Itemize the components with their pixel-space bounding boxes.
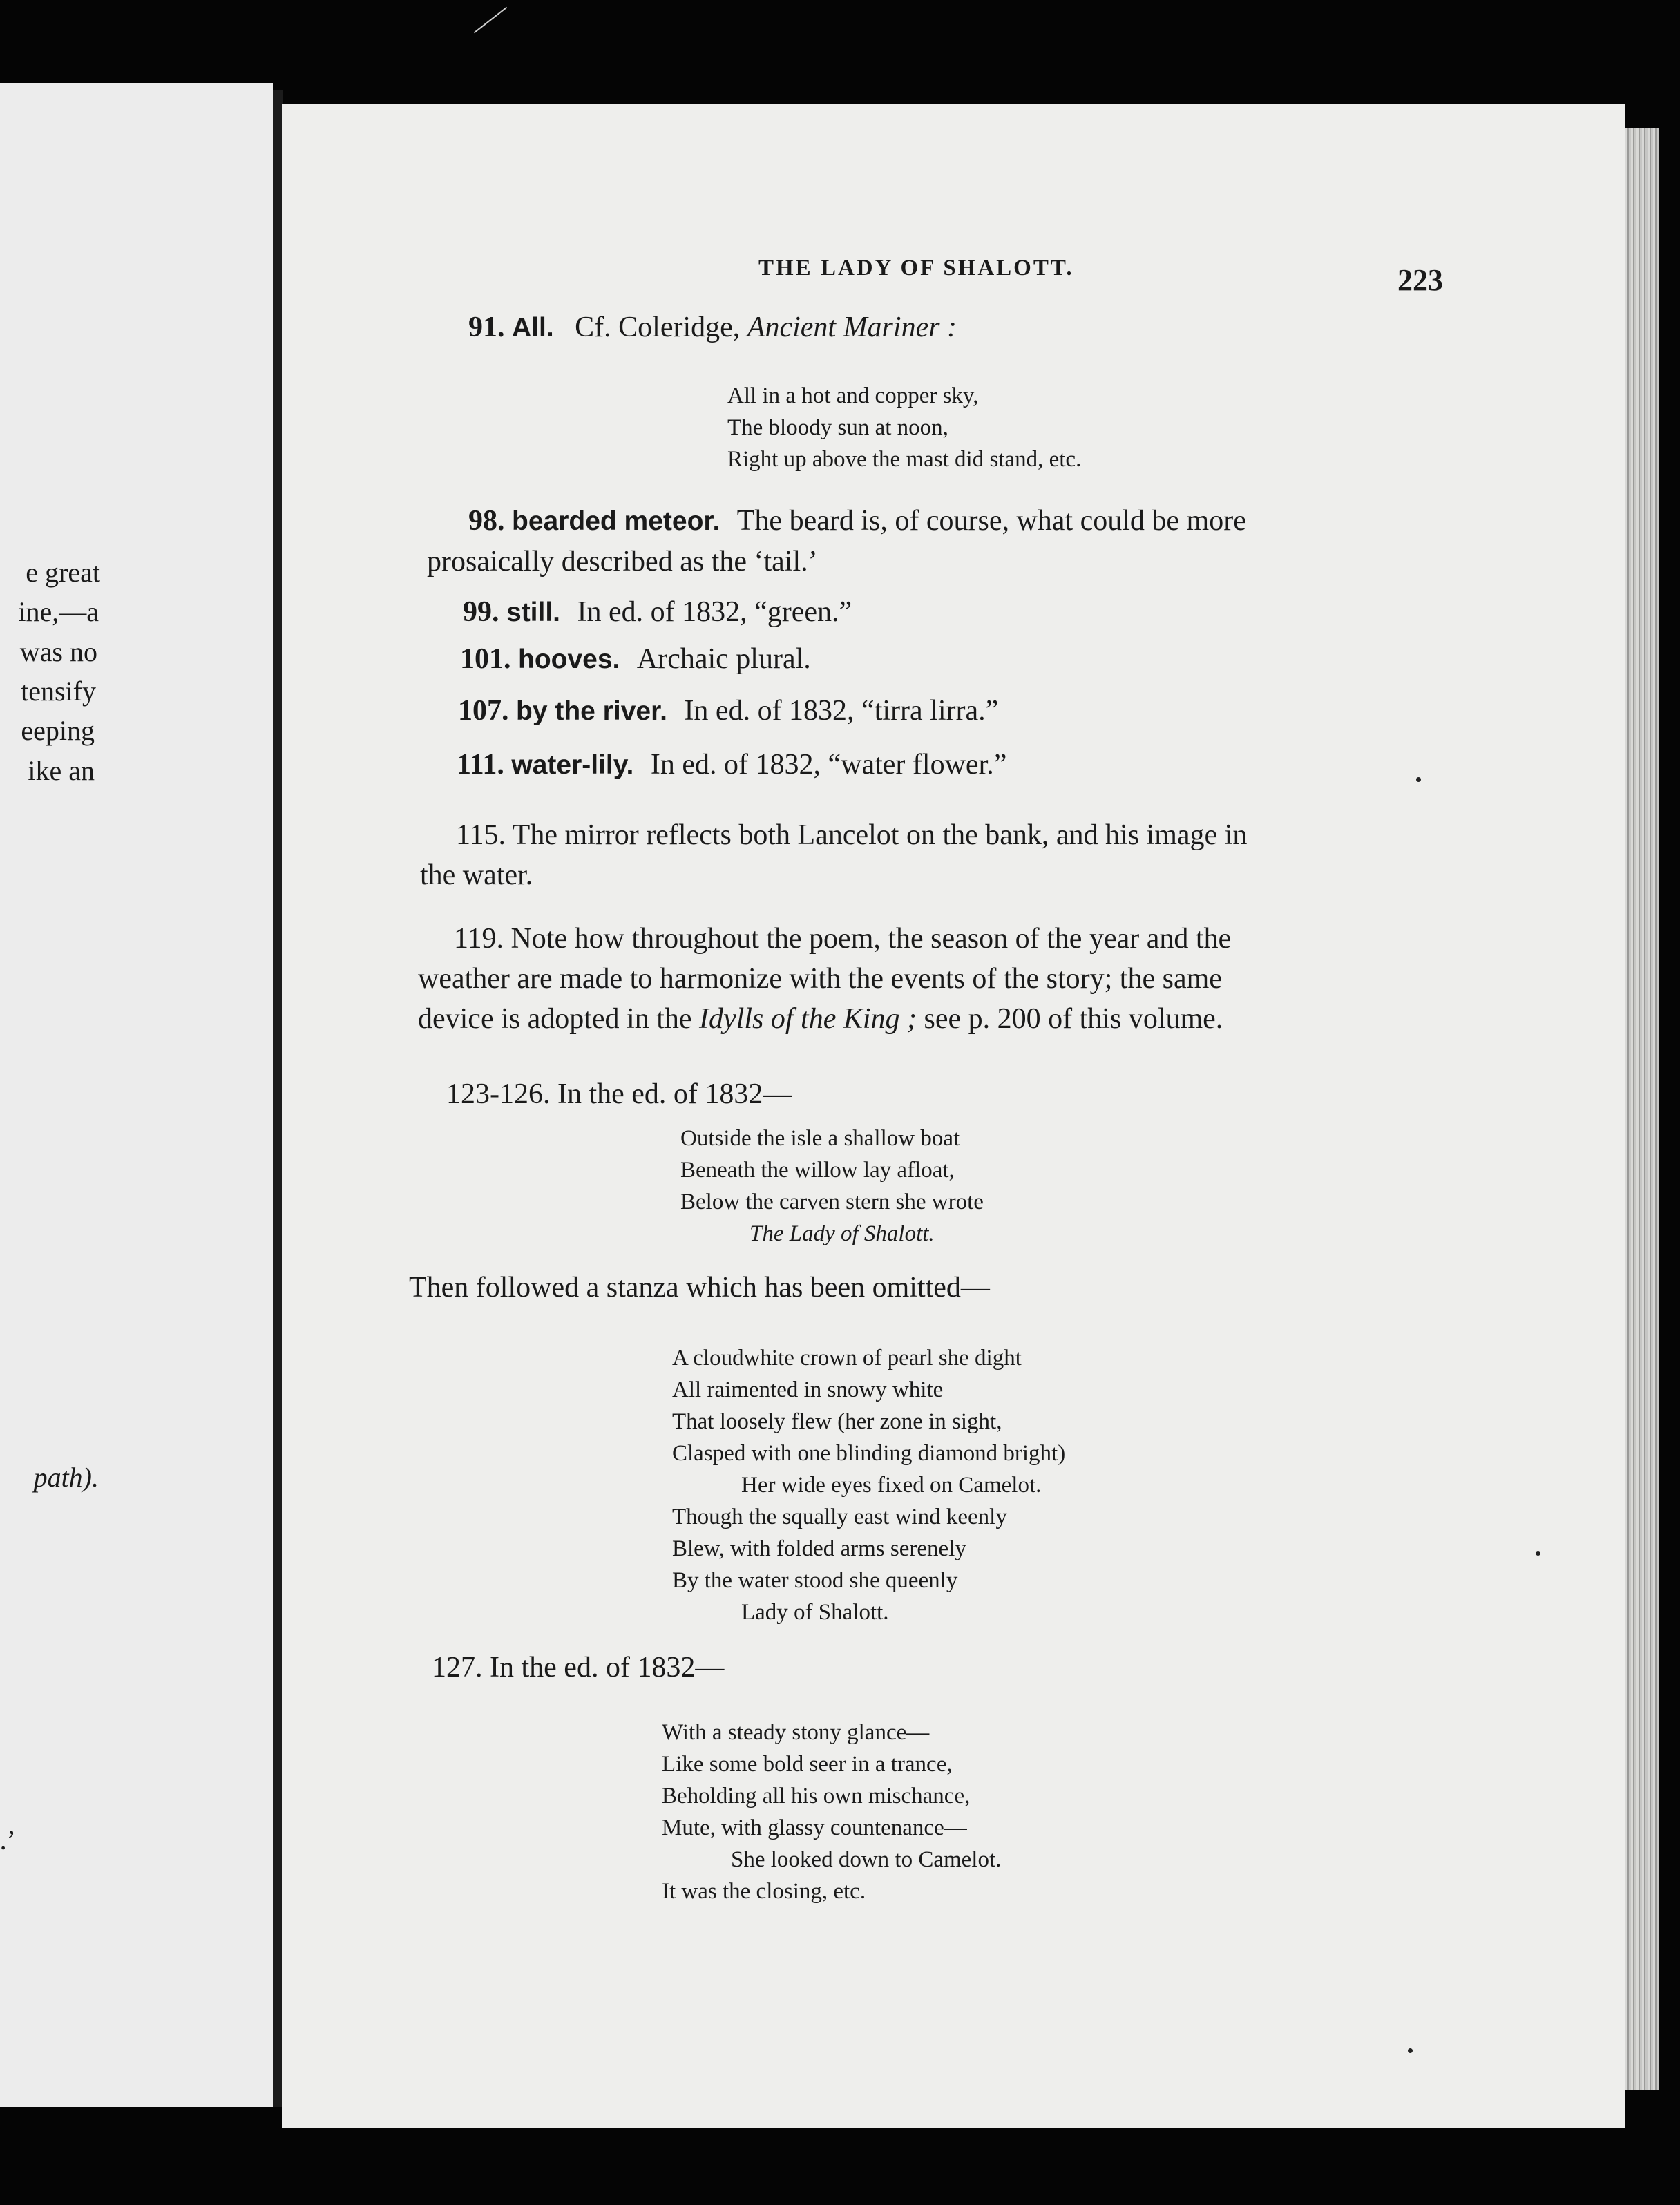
verse-line: She looked down to Camelot. [731,1847,1002,1872]
note-term: still. [506,598,561,627]
note-119 [418,919,1231,1039]
note-term: water-lily. [511,750,634,780]
verse-line: It was the closing, etc. [662,1879,866,1904]
stanza-intro: Then followed a stanza which has been omitted— [409,1272,990,1304]
left-text-fragment: ike an [28,755,95,786]
speck [1408,2048,1413,2053]
quote-91 [727,380,1081,475]
note-text: 119. Note how throughout the poem, the season of the year and the [454,923,1232,955]
note-text: In ed. of 1832, “water flower.” [650,749,1007,781]
page-edge-stack [1625,128,1659,2090]
left-page-fragment [0,83,273,2107]
left-text-fragment: was no [19,636,97,667]
note-text: In ed. of 1832, “tirra lirra.” [684,695,999,727]
note-123-126: 123-126. In the ed. of 1832— [446,1078,792,1110]
left-text-fragment: tensify [21,676,96,707]
verse-line: Lady of Shalott. [741,1600,889,1625]
note-text: The beard is, of course, what could be more [736,505,1246,537]
note-number: 101. [460,643,511,675]
verse-line: Below the carven stern she wrote [680,1190,984,1214]
note-text: Archaic plural. [636,643,811,675]
note-term: All. [512,313,554,343]
note-text-italic: Ancient Mariner : [747,312,957,343]
omitted-stanza [672,1342,1065,1628]
speck [1536,1551,1540,1556]
note-99 [463,595,852,629]
scan-corner-mark [474,7,508,34]
verse-line: A cloudwhite crown of pearl she dight [672,1346,1022,1371]
book-gutter [273,90,283,2107]
note-text: weather are made to harmonize with the events of the story; the same [418,963,1222,995]
note-111 [457,748,1006,781]
left-text-fragment: e great [26,557,100,588]
note-number: 98. [468,505,505,537]
verse-line: Right up above the mast did stand, etc. [727,447,1082,472]
note-107 [458,694,998,727]
note-text: device is adopted in the [418,1003,692,1035]
note-term: hooves. [518,645,620,674]
verse-line: That loosely flew (her zone in sight, [672,1409,1002,1434]
speck [1416,777,1421,782]
verse-line: Her wide eyes fixed on Camelot. [741,1473,1042,1498]
note-115 [420,815,1247,895]
note-text: prosaically described as the ‘tail.’ [427,546,818,578]
verse-line: With a steady stony glance— [662,1720,930,1745]
verse-line: By the water stood she queenly [672,1568,958,1593]
quote-127 [662,1717,1001,1907]
note-text: 115. The mirror reflects both Lancelot on the bank, and his image in [456,819,1248,851]
note-term: by the river. [516,696,667,726]
page-number: 223 [1397,263,1443,297]
note-91 [468,311,957,344]
verse-line: Beholding all his own mischance, [662,1784,971,1808]
note-text: Cf. Coleridge, [575,312,741,343]
right-page [282,104,1625,2128]
quote-123-126 [680,1123,984,1250]
verse-line: All in a hot and copper sky, [727,383,979,408]
verse-line: All raimented in snowy white [672,1377,944,1402]
note-number: 111. [457,749,504,781]
left-text-fragment: path). [33,1462,99,1493]
note-number: 99. [463,596,499,628]
book-title: Idylls of the King ; [699,1003,917,1035]
verse-line: The Lady of Shalott. [750,1221,935,1246]
note-number: 107. [458,695,509,727]
note-98 [427,501,1246,582]
verse-line: Outside the isle a shallow boat [680,1126,960,1151]
note-101 [460,642,811,676]
verse-line: Beneath the willow lay afloat, [680,1158,955,1183]
note-127: 127. In the ed. of 1832— [432,1652,725,1683]
left-text-fragment: .’ [0,1824,16,1855]
verse-line: Like some bold seer in a trance, [662,1752,953,1777]
verse-line: Though the squally east wind keenly [672,1505,1007,1529]
note-text: the water. [420,859,533,891]
note-term: bearded meteor. [512,506,720,536]
note-text: see p. 200 of this volume. [924,1003,1223,1035]
note-text: In ed. of 1832, “green.” [577,596,852,628]
verse-line: Mute, with glassy countenance— [662,1815,967,1840]
verse-line: The bloody sun at noon, [727,415,948,440]
note-number: 91. [468,312,505,343]
left-text-fragment: eeping [21,715,95,746]
left-text-fragment: ine,—a [18,596,99,627]
verse-line: Blew, with folded arms serenely [672,1536,966,1561]
verse-line: Clasped with one blinding diamond bright) [672,1441,1066,1466]
running-head: THE LADY OF SHALOTT. [758,256,1074,280]
